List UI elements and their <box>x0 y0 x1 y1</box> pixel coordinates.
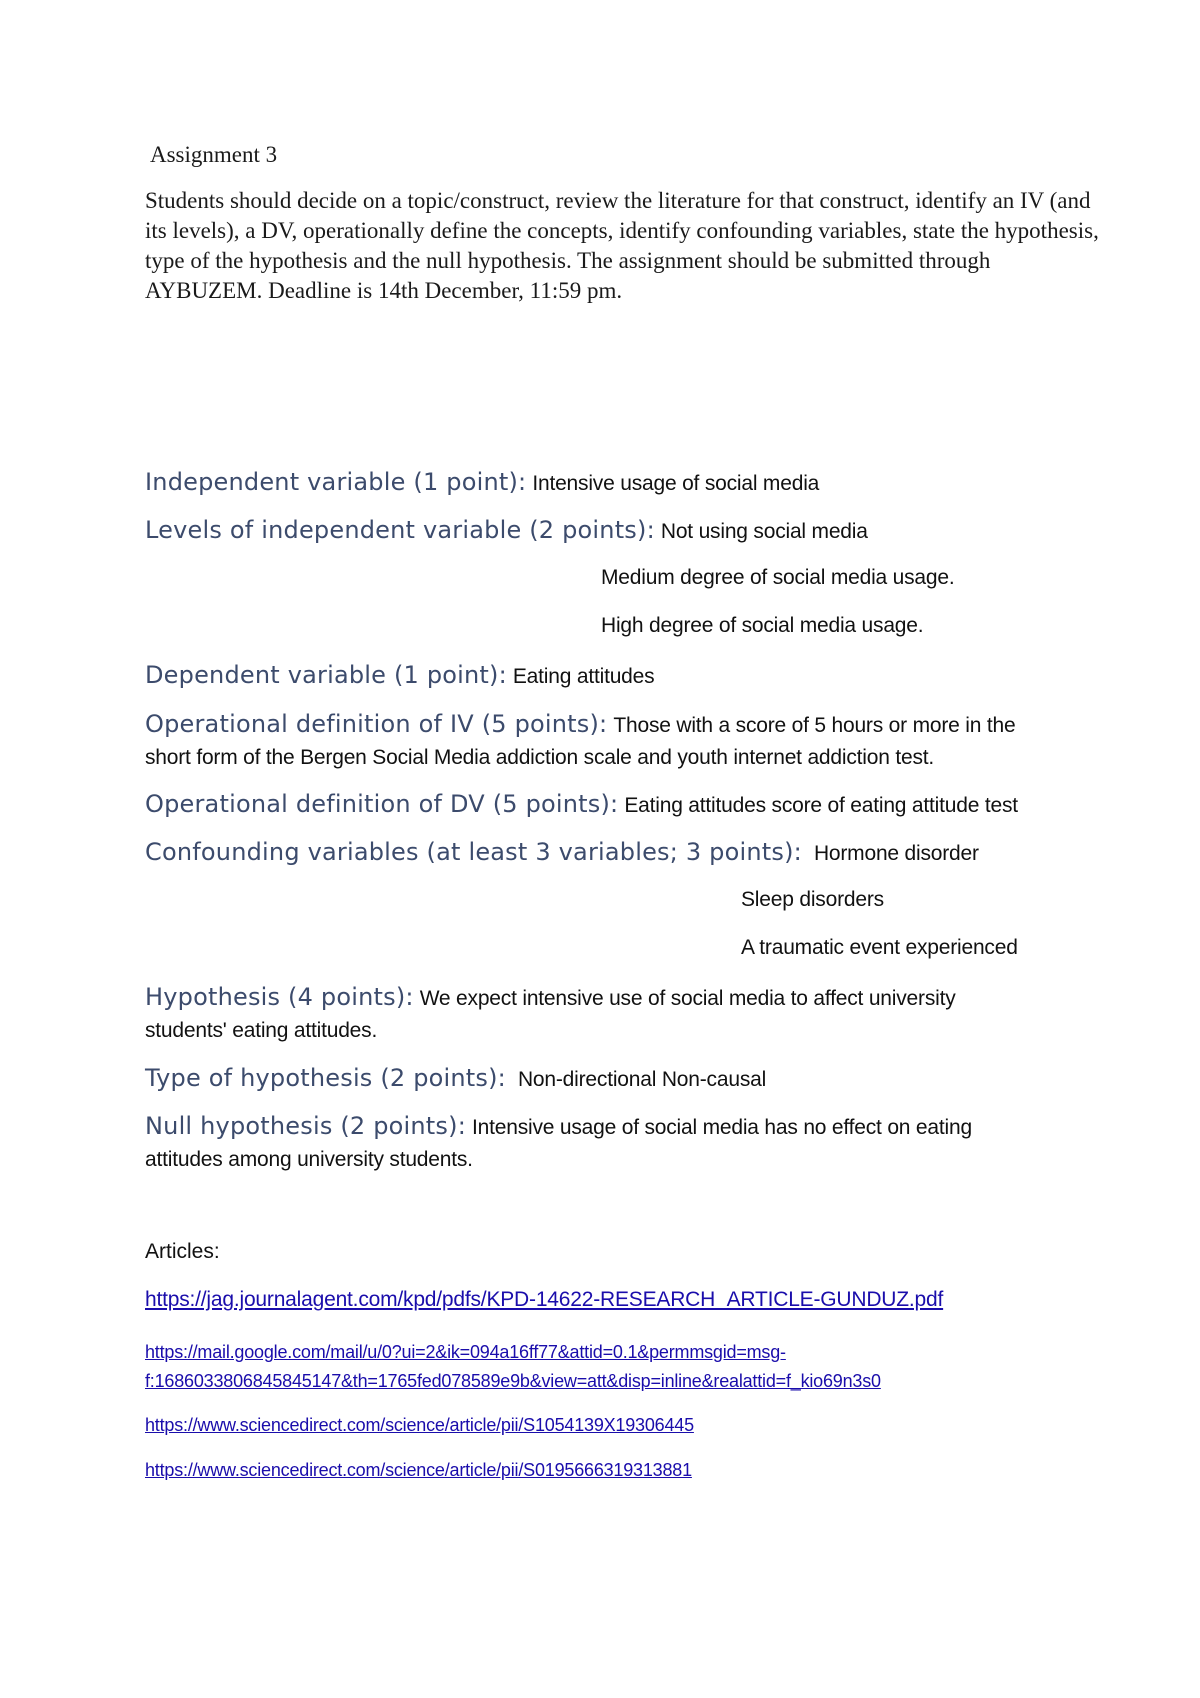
dv-section <box>145 659 1085 693</box>
hypothesis-answer: We expect intensive use of social media to affect university <box>419 987 956 1010</box>
confounding-item: Hormone disorder <box>813 842 979 865</box>
hypothesis-answer-continued: students' eating attitudes. <box>145 1019 378 1042</box>
confounding-label: Confounding variables (at least 3 variables; 3 points): <box>145 838 802 866</box>
article-link[interactable]: https://jag.journalagent.com/kpd/pdfs/KPD-14622-RESEARCH_ARTICLE-GUNDUZ.pdf <box>145 1288 944 1311</box>
hypothesis-section <box>145 981 1085 1047</box>
level-item: Medium degree of social media usage. <box>601 566 955 589</box>
iv-answer: Intensive usage of social media <box>532 472 820 495</box>
iv-section <box>145 466 1085 500</box>
article-link[interactable]: https://www.sciencedirect.com/science/article/pii/S0195666319313881 <box>145 1460 692 1480</box>
articles-label: Articles: <box>145 1240 220 1263</box>
article-link[interactable]: https://www.sciencedirect.com/science/article/pii/S1054139X19306445 <box>145 1415 694 1435</box>
null-section <box>145 1110 1085 1176</box>
type-answer: Non-directional Non-causal <box>517 1068 767 1091</box>
op-dv-section <box>145 788 1085 822</box>
type-section <box>145 1062 1085 1096</box>
levels-label: Levels of independent variable (2 points): <box>145 516 655 544</box>
confounding-section <box>145 836 1085 870</box>
null-answer: Intensive usage of social media has no effect on eating <box>471 1116 972 1139</box>
op-iv-label: Operational definition of IV (5 points): <box>145 710 608 738</box>
op-iv-section <box>145 708 1085 774</box>
level-item: Not using social media <box>660 520 868 543</box>
assignment-instructions: Students should decide on a topic/construct, review the literature for that construct, identify an IV (and its levels), a DV, operationally define the concepts, identify confounding variables, state the hypothesis, type of the hypothesis and the null hypothesis. The assignment should be submitted through AYBUZEM. Deadline is 14th December, 11:59 pm. <box>145 188 1099 303</box>
type-label: Type of hypothesis (2 points): <box>145 1064 506 1092</box>
iv-label: Independent variable (1 point): <box>145 468 527 496</box>
op-dv-answer: Eating attitudes score of eating attitude test <box>624 794 1018 817</box>
confounding-item: A traumatic event experienced <box>741 936 1018 959</box>
assignment-title: Assignment 3 <box>150 142 278 167</box>
dv-answer: Eating attitudes <box>512 665 655 688</box>
dv-label: Dependent variable (1 point): <box>145 661 507 689</box>
article-link[interactable]: https://mail.google.com/mail/u/0?ui=2&ik=094a16ff77&attid=0.1&permmsgid=msg-f:1686033806845845147&th=1765fed078589e9b&view=att&disp=inline&realattid=f_kio69n3s0 <box>145 1342 881 1391</box>
levels-section <box>145 514 1085 548</box>
op-dv-label: Operational definition of DV (5 points): <box>145 790 619 818</box>
level-item: High degree of social media usage. <box>601 614 924 637</box>
op-iv-answer-continued: short form of the Bergen Social Media addiction scale and youth internet addiction test. <box>145 746 935 769</box>
hypothesis-label: Hypothesis (4 points): <box>145 983 414 1011</box>
confounding-item: Sleep disorders <box>741 888 884 911</box>
null-label: Null hypothesis (2 points): <box>145 1112 466 1140</box>
null-answer-continued: attitudes among university students. <box>145 1148 473 1171</box>
op-iv-answer: Those with a score of 5 hours or more in the <box>613 714 1016 737</box>
